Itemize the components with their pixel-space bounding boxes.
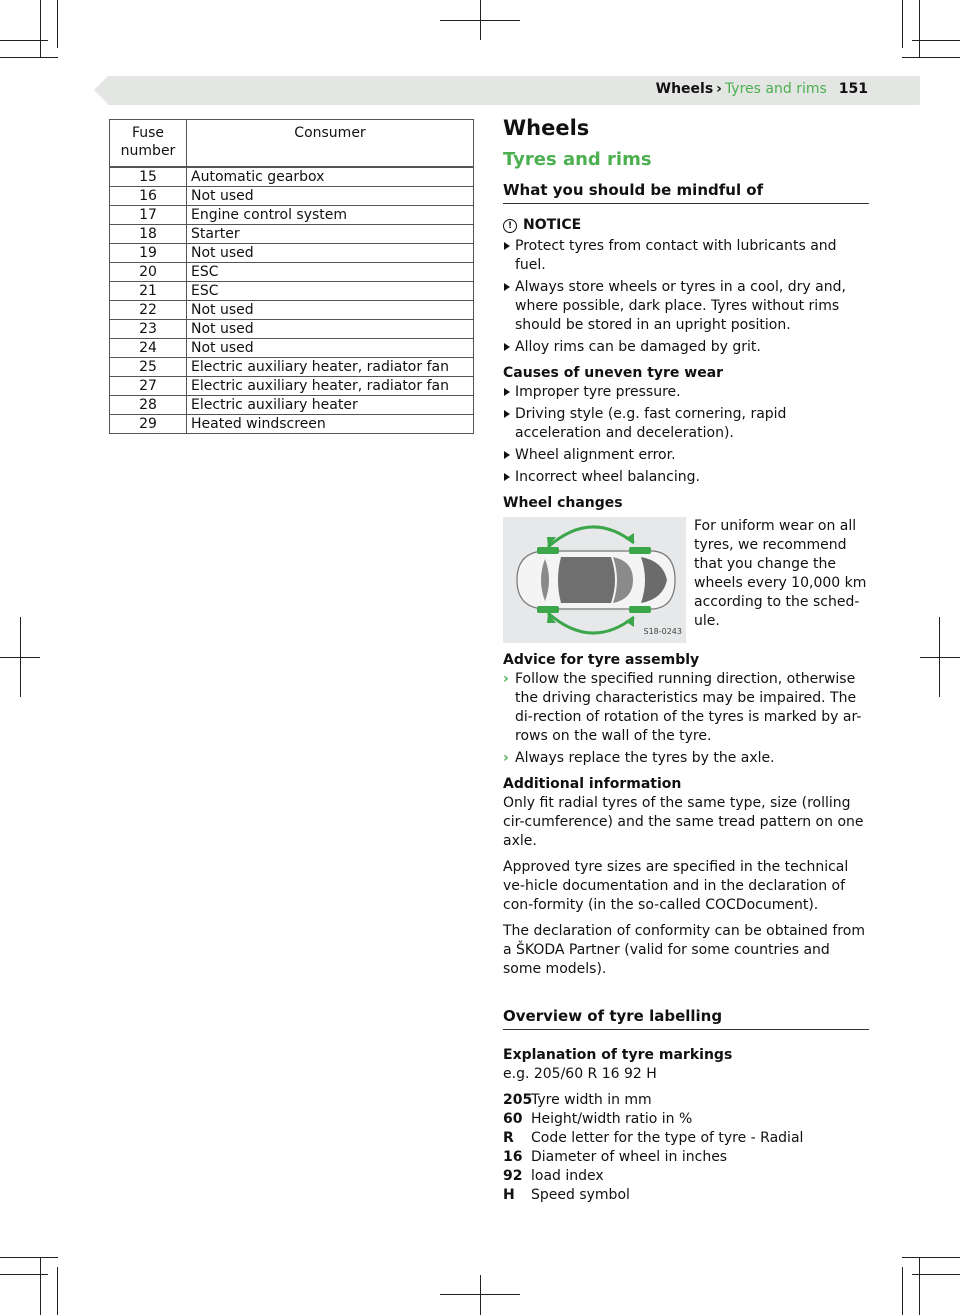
table-row xyxy=(110,187,474,206)
list-item xyxy=(503,749,869,768)
consumer-cell: Not used xyxy=(187,339,474,358)
consumer-cell: Automatic gearbox xyxy=(187,167,474,187)
consumer-cell: Not used xyxy=(187,320,474,339)
list-item xyxy=(503,670,869,746)
marking-key: H xyxy=(503,1187,515,1203)
paragraph-radial-tyres: Only fit radial tyres of the same type, size (rolling cir-cumference) and the same tread pattern on one axle. xyxy=(503,795,864,849)
consumer-cell: Not used xyxy=(187,244,474,263)
fuse-number-cell: 20 xyxy=(110,263,187,282)
table-row xyxy=(110,225,474,244)
page-title: Wheels xyxy=(503,116,590,140)
fuse-number-cell: 19 xyxy=(110,244,187,263)
crop-mark xyxy=(919,0,920,58)
notice-list xyxy=(503,237,869,357)
wheel-rotation-figure xyxy=(503,517,686,643)
fuse-number-cell: 25 xyxy=(110,358,187,377)
crop-mark xyxy=(57,0,58,48)
marking-description: load index xyxy=(531,1168,604,1184)
wheel-changes-figure-row xyxy=(503,517,869,643)
wheel-rear-right xyxy=(537,606,559,613)
crop-mark xyxy=(939,617,940,697)
table-row xyxy=(110,282,474,301)
breadcrumb-separator: › xyxy=(716,81,722,97)
table-row xyxy=(110,320,474,339)
consumer-cell: Heated windscreen xyxy=(187,415,474,434)
table-row xyxy=(110,396,474,415)
consumer-cell: ESC xyxy=(187,263,474,282)
rotation-arrow-bottom xyxy=(548,613,634,633)
marking-description: Speed symbol xyxy=(531,1187,630,1203)
list-item: Improper tyre pressure. xyxy=(503,383,869,402)
marking-key: 60 xyxy=(503,1111,523,1127)
markings-list xyxy=(503,1091,869,1205)
list-item: Always store wheels or tyres in a cool, dry and, where possible, dark place. Tyres without rims should be stored in an upright position. xyxy=(503,278,869,335)
consumer-cell: Engine control system xyxy=(187,206,474,225)
marking-key: 16 xyxy=(503,1149,523,1165)
marking-description: Tyre width in mm xyxy=(531,1092,652,1108)
fuse-number-cell: 23 xyxy=(110,320,187,339)
column-header-consumer: Consumer xyxy=(187,120,474,168)
crop-mark xyxy=(902,57,960,58)
crop-mark xyxy=(480,1275,481,1315)
fuse-number-cell: 24 xyxy=(110,339,187,358)
fuse-number-cell: 21 xyxy=(110,282,187,301)
table-row xyxy=(110,377,474,396)
heading-mindful: What you should be mindful of xyxy=(503,181,869,204)
section-title: Tyres and rims xyxy=(503,149,652,170)
list-item: Incorrect wheel balancing. xyxy=(503,468,869,487)
running-header xyxy=(108,76,920,105)
marking-description: Diameter of wheel in inches xyxy=(531,1149,728,1165)
list-item: Driving style (e.g. fast cornering, rapid acceleration and deceleration). xyxy=(503,405,869,443)
consumer-cell: Starter xyxy=(187,225,474,244)
chevron-right-icon: › xyxy=(503,750,509,766)
marking-key: 92 xyxy=(503,1168,523,1184)
consumer-cell: ESC xyxy=(187,282,474,301)
list-item: Wheel alignment error. xyxy=(503,446,869,465)
crop-mark xyxy=(902,0,903,48)
heading-tyre-markings: Explanation of tyre markings xyxy=(503,1047,733,1063)
table-row xyxy=(110,263,474,282)
table-row xyxy=(110,206,474,225)
heading-additional-info: Additional information xyxy=(503,776,682,792)
rotation-arrow-top xyxy=(548,527,634,547)
crop-mark xyxy=(40,0,41,58)
heading-uneven-wear: Causes of uneven tyre wear xyxy=(503,365,724,381)
crop-mark xyxy=(480,0,481,40)
assembly-list xyxy=(503,670,869,768)
crop-mark xyxy=(919,1257,920,1315)
notice-title: NOTICE xyxy=(523,217,582,233)
consumer-cell: Electric auxiliary heater, radiator fan xyxy=(187,377,474,396)
table-row xyxy=(110,339,474,358)
uneven-wear-list xyxy=(503,383,869,487)
list-item-text: Follow the specified running direction, otherwise the driving characteristics may be impaired. The di-rection of rotation of the tyres is marked by ar-rows on the wall of the tyre. xyxy=(515,671,862,744)
paragraph-approved-sizes: Approved tyre sizes are specified in the technical ve-hicle documentation and in the declaration of con-formity (in the so-called COCDocument). xyxy=(503,859,849,913)
list-item: Alloy rims can be damaged by grit. xyxy=(503,338,869,357)
table-header-row xyxy=(110,120,474,168)
article-column xyxy=(503,115,869,1205)
marking-description: Height/width ratio in % xyxy=(531,1111,693,1127)
column-header-fuse-number: Fuse number xyxy=(110,120,187,168)
crop-mark xyxy=(902,1267,903,1315)
fuse-number-cell: 28 xyxy=(110,396,187,415)
fuse-number-cell: 18 xyxy=(110,225,187,244)
wheel-front-left xyxy=(629,547,651,554)
marking-key: R xyxy=(503,1130,514,1146)
figure-code: S18-0243 xyxy=(643,627,682,636)
notice-header xyxy=(503,216,869,235)
crop-mark xyxy=(57,1267,58,1315)
fuse-number-cell: 27 xyxy=(110,377,187,396)
chevron-right-icon: › xyxy=(503,671,509,687)
fuse-number-cell: 17 xyxy=(110,206,187,225)
wheel-changes-text: For uniform wear on all tyres, we recommend that you change the wheels every 10,000 km according to the sched-ule. xyxy=(694,518,867,629)
breadcrumb xyxy=(656,81,868,97)
fuse-table-body xyxy=(110,167,474,434)
table-row xyxy=(110,167,474,187)
list-item-text: Always replace the tyres by the axle. xyxy=(515,750,775,766)
heading-wheel-changes: Wheel changes xyxy=(503,495,623,511)
crop-mark xyxy=(20,617,21,697)
consumer-cell: Electric auxiliary heater, radiator fan xyxy=(187,358,474,377)
wheel-front-right xyxy=(629,606,651,613)
table-row xyxy=(110,415,474,434)
crop-mark xyxy=(0,57,58,58)
table-row xyxy=(110,244,474,263)
fuse-number-cell: 16 xyxy=(110,187,187,206)
breadcrumb-subsection[interactable]: Tyres and rims xyxy=(724,81,827,97)
wheel-rear-left xyxy=(537,547,559,554)
marking-key: 205 xyxy=(503,1092,533,1108)
car-roof xyxy=(558,557,615,603)
fuse-number-cell: 22 xyxy=(110,301,187,320)
crop-mark xyxy=(920,657,960,658)
markings-example: e.g. 205/60 R 16 92 H xyxy=(503,1066,657,1082)
list-item: Protect tyres from contact with lubricants and fuel. xyxy=(503,237,869,275)
heading-tyre-labelling: Overview of tyre labelling xyxy=(503,1007,869,1030)
fuse-number-cell: 29 xyxy=(110,415,187,434)
consumer-cell: Not used xyxy=(187,301,474,320)
crop-mark xyxy=(0,1257,58,1258)
marking-description: Code letter for the type of tyre - Radial xyxy=(531,1130,804,1146)
breadcrumb-section[interactable]: Wheels xyxy=(655,81,714,97)
page-number: 151 xyxy=(838,81,868,97)
paragraph-declaration: The declaration of conformity can be obtained from a ŠKODA Partner (valid for some countries and some models). xyxy=(503,923,865,977)
consumer-cell: Electric auxiliary heater xyxy=(187,396,474,415)
crop-mark xyxy=(40,1257,41,1315)
info-circle-icon: ! xyxy=(503,219,517,233)
heading-tyre-assembly: Advice for tyre assembly xyxy=(503,652,700,668)
table-row xyxy=(110,358,474,377)
table-row xyxy=(110,301,474,320)
crop-mark xyxy=(902,1257,960,1258)
consumer-cell: Not used xyxy=(187,187,474,206)
fuse-table xyxy=(109,119,474,434)
fuse-number-cell: 15 xyxy=(110,167,187,187)
